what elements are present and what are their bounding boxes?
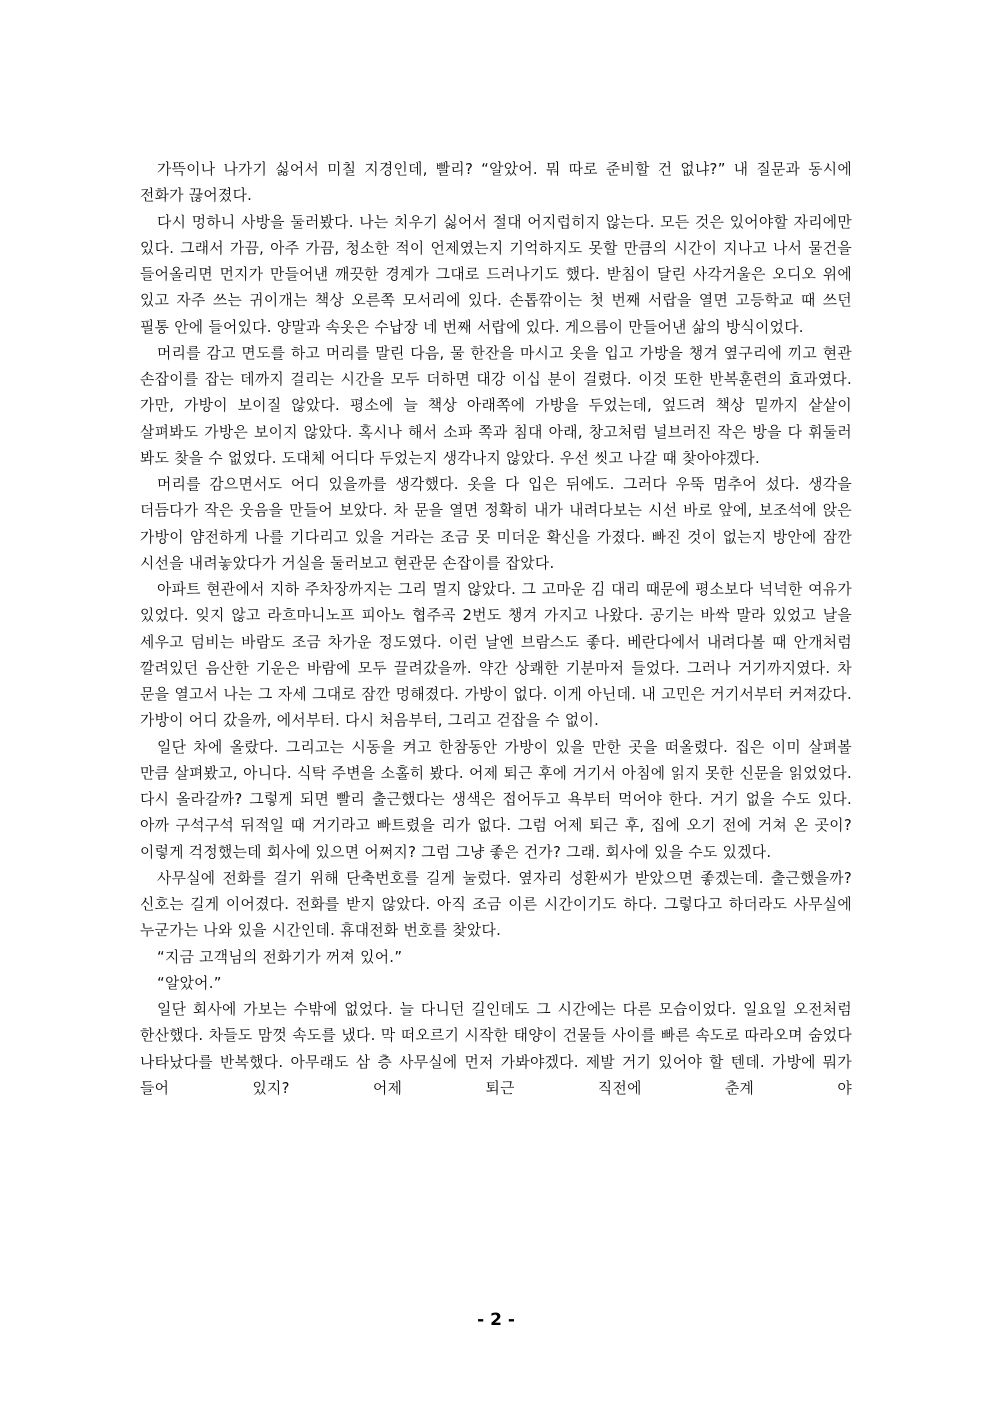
paragraph: 일단 차에 올랐다. 그리고는 시동을 켜고 한참동안 가방이 있을 만한 곳을 떠올렸다. 집은 이미 살펴볼 만큼 살펴봤고, 아니다. 식탁 주변을 소홀히 봤다. 어제 퇴근 후에 거기서 아침에 읽지 못한 신문을 읽었었다. 다시 올라갈까? 그렇게 되면 빨리 출근했다는 생색은 접어두고 욕부터 먹어야 한다. 거기 없을 수도 있다. 아까 구석구석 뒤적일 때 거기라고 빠트렸을 리가 없다. 그럼 어제 퇴근 후, 집에 오기 전에 거쳐 온 곳이? 이렇게 걱정했는데 회사에 있으면 어쩌지? 그럼 그냥 좋은 건가? 그래. 회사에 있을 수도 있겠다. xyxy=(140,738,852,861)
paragraph: 일단 회사에 가보는 수밖에 없었다. 늘 다니던 길인데도 그 시간에는 다른 모습이었다. 일요일 오전처럼 한산했다. 차들도 맘껏 속도를 냈다. 막 떠오르기 시작한 태양이 건물들 사이를 빠른 속도로 따라오며 숨었다 나타났다를 반복했다. 아무래도 삼 층 사무실에 먼저 가봐야겠다. 제발 거기 있어야 할 텐데. 가방에 뭐가 들어 있지? 어제 퇴근 직전에 춘계 야 xyxy=(140,1001,852,1097)
paragraph: 가뜩이나 나가기 싫어서 미칠 지경인데, 빨리? “알았어. 뭐 따로 준비할 건 없냐?” 내 질문과 동시에 전화가 끊어졌다. xyxy=(140,161,852,205)
dialogue-line: “알았어.” xyxy=(157,974,222,992)
paragraph: 머리를 감으면서도 어디 있을까를 생각했다. 옷을 다 입은 뒤에도. 그러다 우뚝 멈추어 섰다. 생각을 더듬다가 작은 웃음을 만들어 보았다. 차 문을 열면 정확히 내가 내려다보는 시선 바로 앞에, 보조석에 앉은 가방이 얌전하게 나를 기다리고 있을 거라는 조금 못 미더운 확신을 가졌다. 빠진 것이 없는지 방안에 잠깐 시선을 내려놓았다가 거실을 둘러보고 현관문 손잡이를 잡았다. xyxy=(140,476,852,572)
body-text xyxy=(140,157,852,1102)
paragraph: 머리를 감고 면도를 하고 머리를 말린 다음, 물 한잔을 마시고 옷을 입고 가방을 챙겨 옆구리에 끼고 현관 손잡이를 잡는 데까지 걸리는 시간을 모두 더하면 대강 이십 분이 걸렸다. 이것 또한 반복훈련의 효과였다. 가만, 가방이 보이질 않았다. 평소에 늘 책상 아래쪽에 가방을 두었는데, 엎드려 책상 밑까지 샅샅이 살펴봐도 가방은 보이지 않았다. 혹시나 해서 소파 쪽과 침대 아래, 창고처럼 널브러진 작은 방을 다 휘둘러 봐도 찾을 수 없었다. 도대체 어디다 두었는지 생각나지 않았다. 우선 씻고 나갈 때 찾아야겠다. xyxy=(140,344,852,467)
paragraph: 사무실에 전화를 걸기 위해 단축번호를 길게 눌렀다. 옆자리 성환씨가 받았으면 좋겠는데. 출근했을까? 신호는 길게 이어졌다. 전화를 받지 않았다. 아직 조금 이른 시간이기도 하다. 그렇다고 하더라도 사무실에 누군가는 나와 있을 시간인데. 휴대전화 번호를 찾았다. xyxy=(140,869,852,940)
page-number: - 2 - xyxy=(477,1310,515,1330)
dialogue-line: “지금 고객님의 전화기가 꺼져 있어.” xyxy=(157,948,403,966)
paragraph: 아파트 현관에서 지하 주차장까지는 그리 멀지 않았다. 그 고마운 김 대리 때문에 평소보다 넉넉한 여유가 있었다. 잊지 않고 라흐마니노프 피아노 협주곡 2번도 챙겨 가지고 나왔다. 공기는 바싹 말라 있었고 날을 세우고 덤비는 바람도 조금 차가운 정도였다. 이런 날엔 브람스도 좋다. 베란다에서 내려다볼 때 안개처럼 깔려있던 음산한 기운은 바람에 모두 끌려갔을까. 약간 상쾌한 기분마저 들었다. 그러나 거기까지였다. 차 문을 열고서 나는 그 자세 그대로 잠깐 멍해졌다. 가방이 없다. 이게 아닌데. 내 고민은 거기서부터 커져갔다. 가방이 어디 갔을까, 에서부터. 다시 처음부터, 그리고 걷잡을 수 없이. xyxy=(140,581,852,730)
paragraph: 다시 멍하니 사방을 둘러봤다. 나는 치우기 싫어서 절대 어지럽히지 않는다. 모든 것은 있어야할 자리에만 있다. 그래서 가끔, 아주 가끔, 청소한 적이 언제였는지 기억하지도 못할 만큼의 시간이 지나고 나서 물건을 들어올리면 먼지가 만들어낸 깨끗한 경계가 그대로 드러나기도 했다. 받침이 달린 사각거울은 오디오 위에 있고 자주 쓰는 귀이개는 책상 오른쪽 모서리에 있다. 손톱깎이는 첫 번째 서랍을 열면 고등학교 때 쓰던 필통 안에 들어있다. 양말과 속옷은 수납장 네 번째 서랍에 있다. 게으름이 만들어낸 삶의 방식이었다. xyxy=(140,213,852,336)
